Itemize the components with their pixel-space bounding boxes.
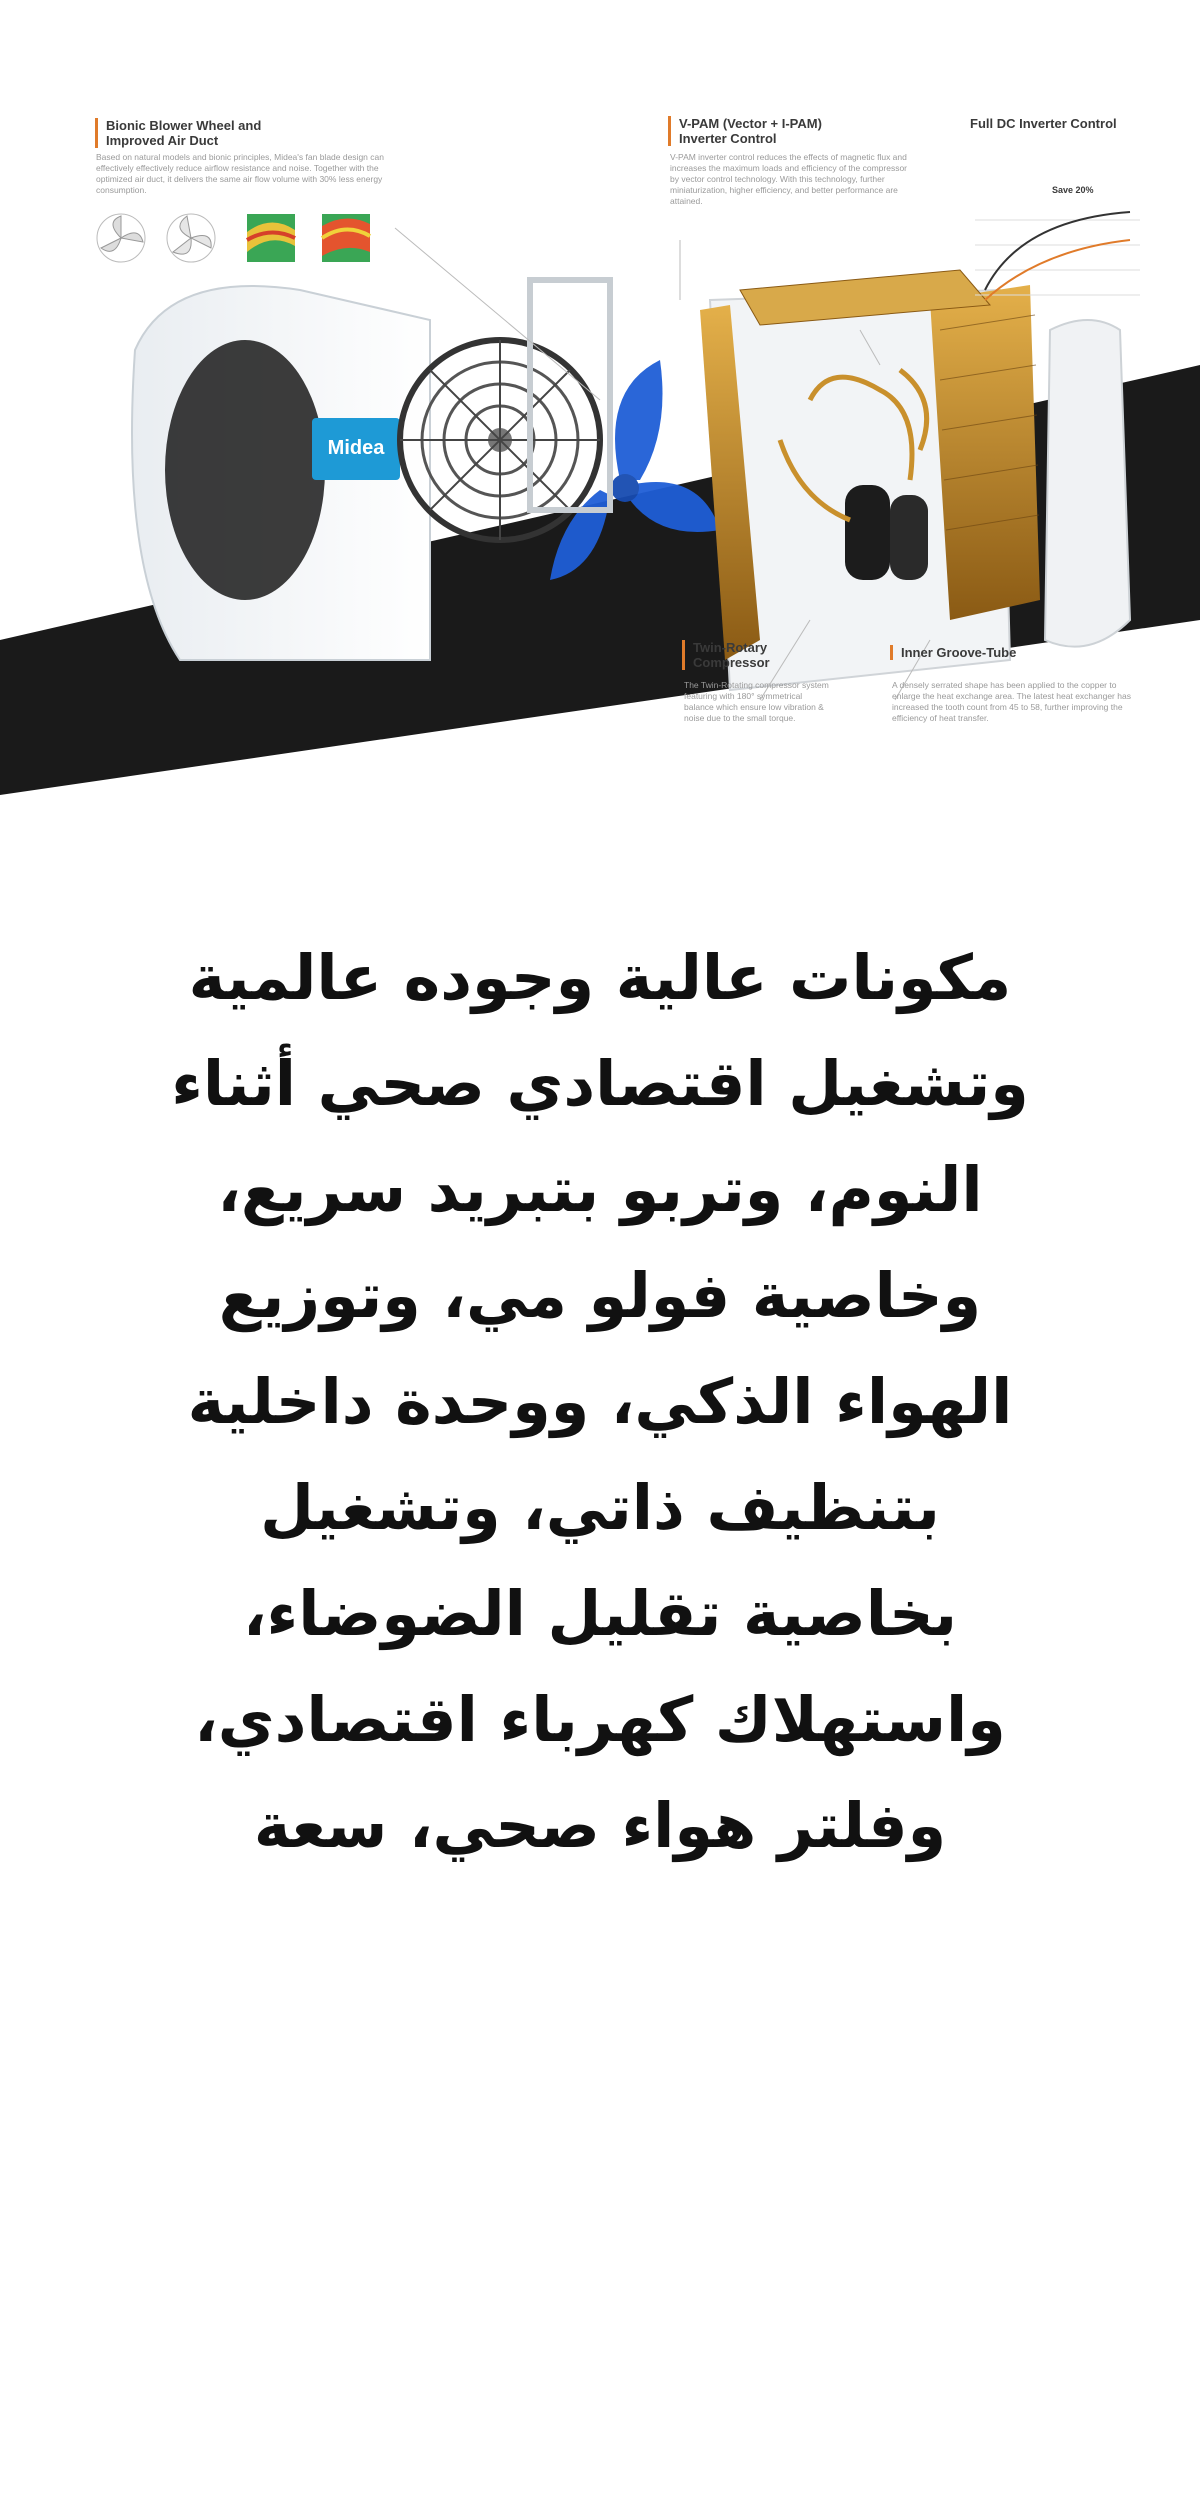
bionic-fan-icon — [165, 212, 217, 264]
midea-logo: Midea — [327, 437, 385, 459]
compressor-annotation-body: The Twin-Rotating compressor system featuring with 180° symmetrical balance which ensure low vibration & noise due to the small torque. — [684, 680, 829, 723]
product-exploded-view-image — [0, 100, 1200, 795]
full-dc-chart — [975, 212, 1140, 300]
description-line: مكونات عالية وجوده عالمية — [188, 941, 1012, 1014]
groove-annotation-body: A densely serrated shape has been applied to the copper to enlarge the heat exchange area. The latest heat exchanger has increased the tooth count from 45 to 58, further improving the efficiency of heat transfer. — [892, 680, 1131, 723]
compressor — [845, 485, 890, 580]
full-dc-save-label: Save 20% — [1052, 185, 1094, 195]
vpam-annotation-title: V-PAM (Vector + I-PAM) Inverter Control — [668, 116, 919, 146]
product-description — [0, 925, 1200, 1879]
airflow-sim-icon — [245, 212, 297, 264]
description-line: وتشغيل اقتصادي صحي أثناء — [171, 1047, 1029, 1120]
description-line: وفلتر هواء صحي، سعة — [253, 1789, 947, 1862]
description-line: الهواء الذكي، ووحدة داخلية — [187, 1365, 1013, 1438]
side-cover — [1045, 320, 1130, 647]
description-line: وخاصية فولو مي، وتوزيع — [218, 1259, 982, 1332]
blower-annotation-body: Based on natural models and bionic principles, Midea's fan blade design can effectively effectively reduce airflow resistance and noise. Together with the optimized air duct, it delivers the same air flow volume with 30% less energy consumption. — [96, 152, 384, 195]
blower-annotation-title: Bionic Blower Wheel and Improved Air Duct — [95, 118, 326, 148]
description-line: بتنظيف ذاتي، وتشغيل — [260, 1471, 940, 1544]
natural-fan-icon — [95, 212, 147, 264]
description-line: واستهلاك كهرباء اقتصادي، — [194, 1683, 1006, 1756]
vpam-annotation-body: V-PAM inverter control reduces the effects of magnetic flux and increases the maximum loads and efficiency of the compressor by vector control technology. With this technology, further miniaturization, higher efficiency, and better performance are attained. — [670, 152, 908, 206]
description-line: النوم، وتربو بتبريد سريع، — [217, 1153, 983, 1226]
full-dc-title: Full DC Inverter Control — [970, 116, 1117, 131]
description-line: بخاصية تقليل الضوضاء، — [242, 1577, 958, 1650]
airflow-sim-improved-icon — [320, 212, 372, 264]
compressor-annotation-title: Twin-Rotary Compressor — [682, 640, 833, 670]
groove-annotation-title: Inner Groove-Tube — [890, 645, 1101, 660]
